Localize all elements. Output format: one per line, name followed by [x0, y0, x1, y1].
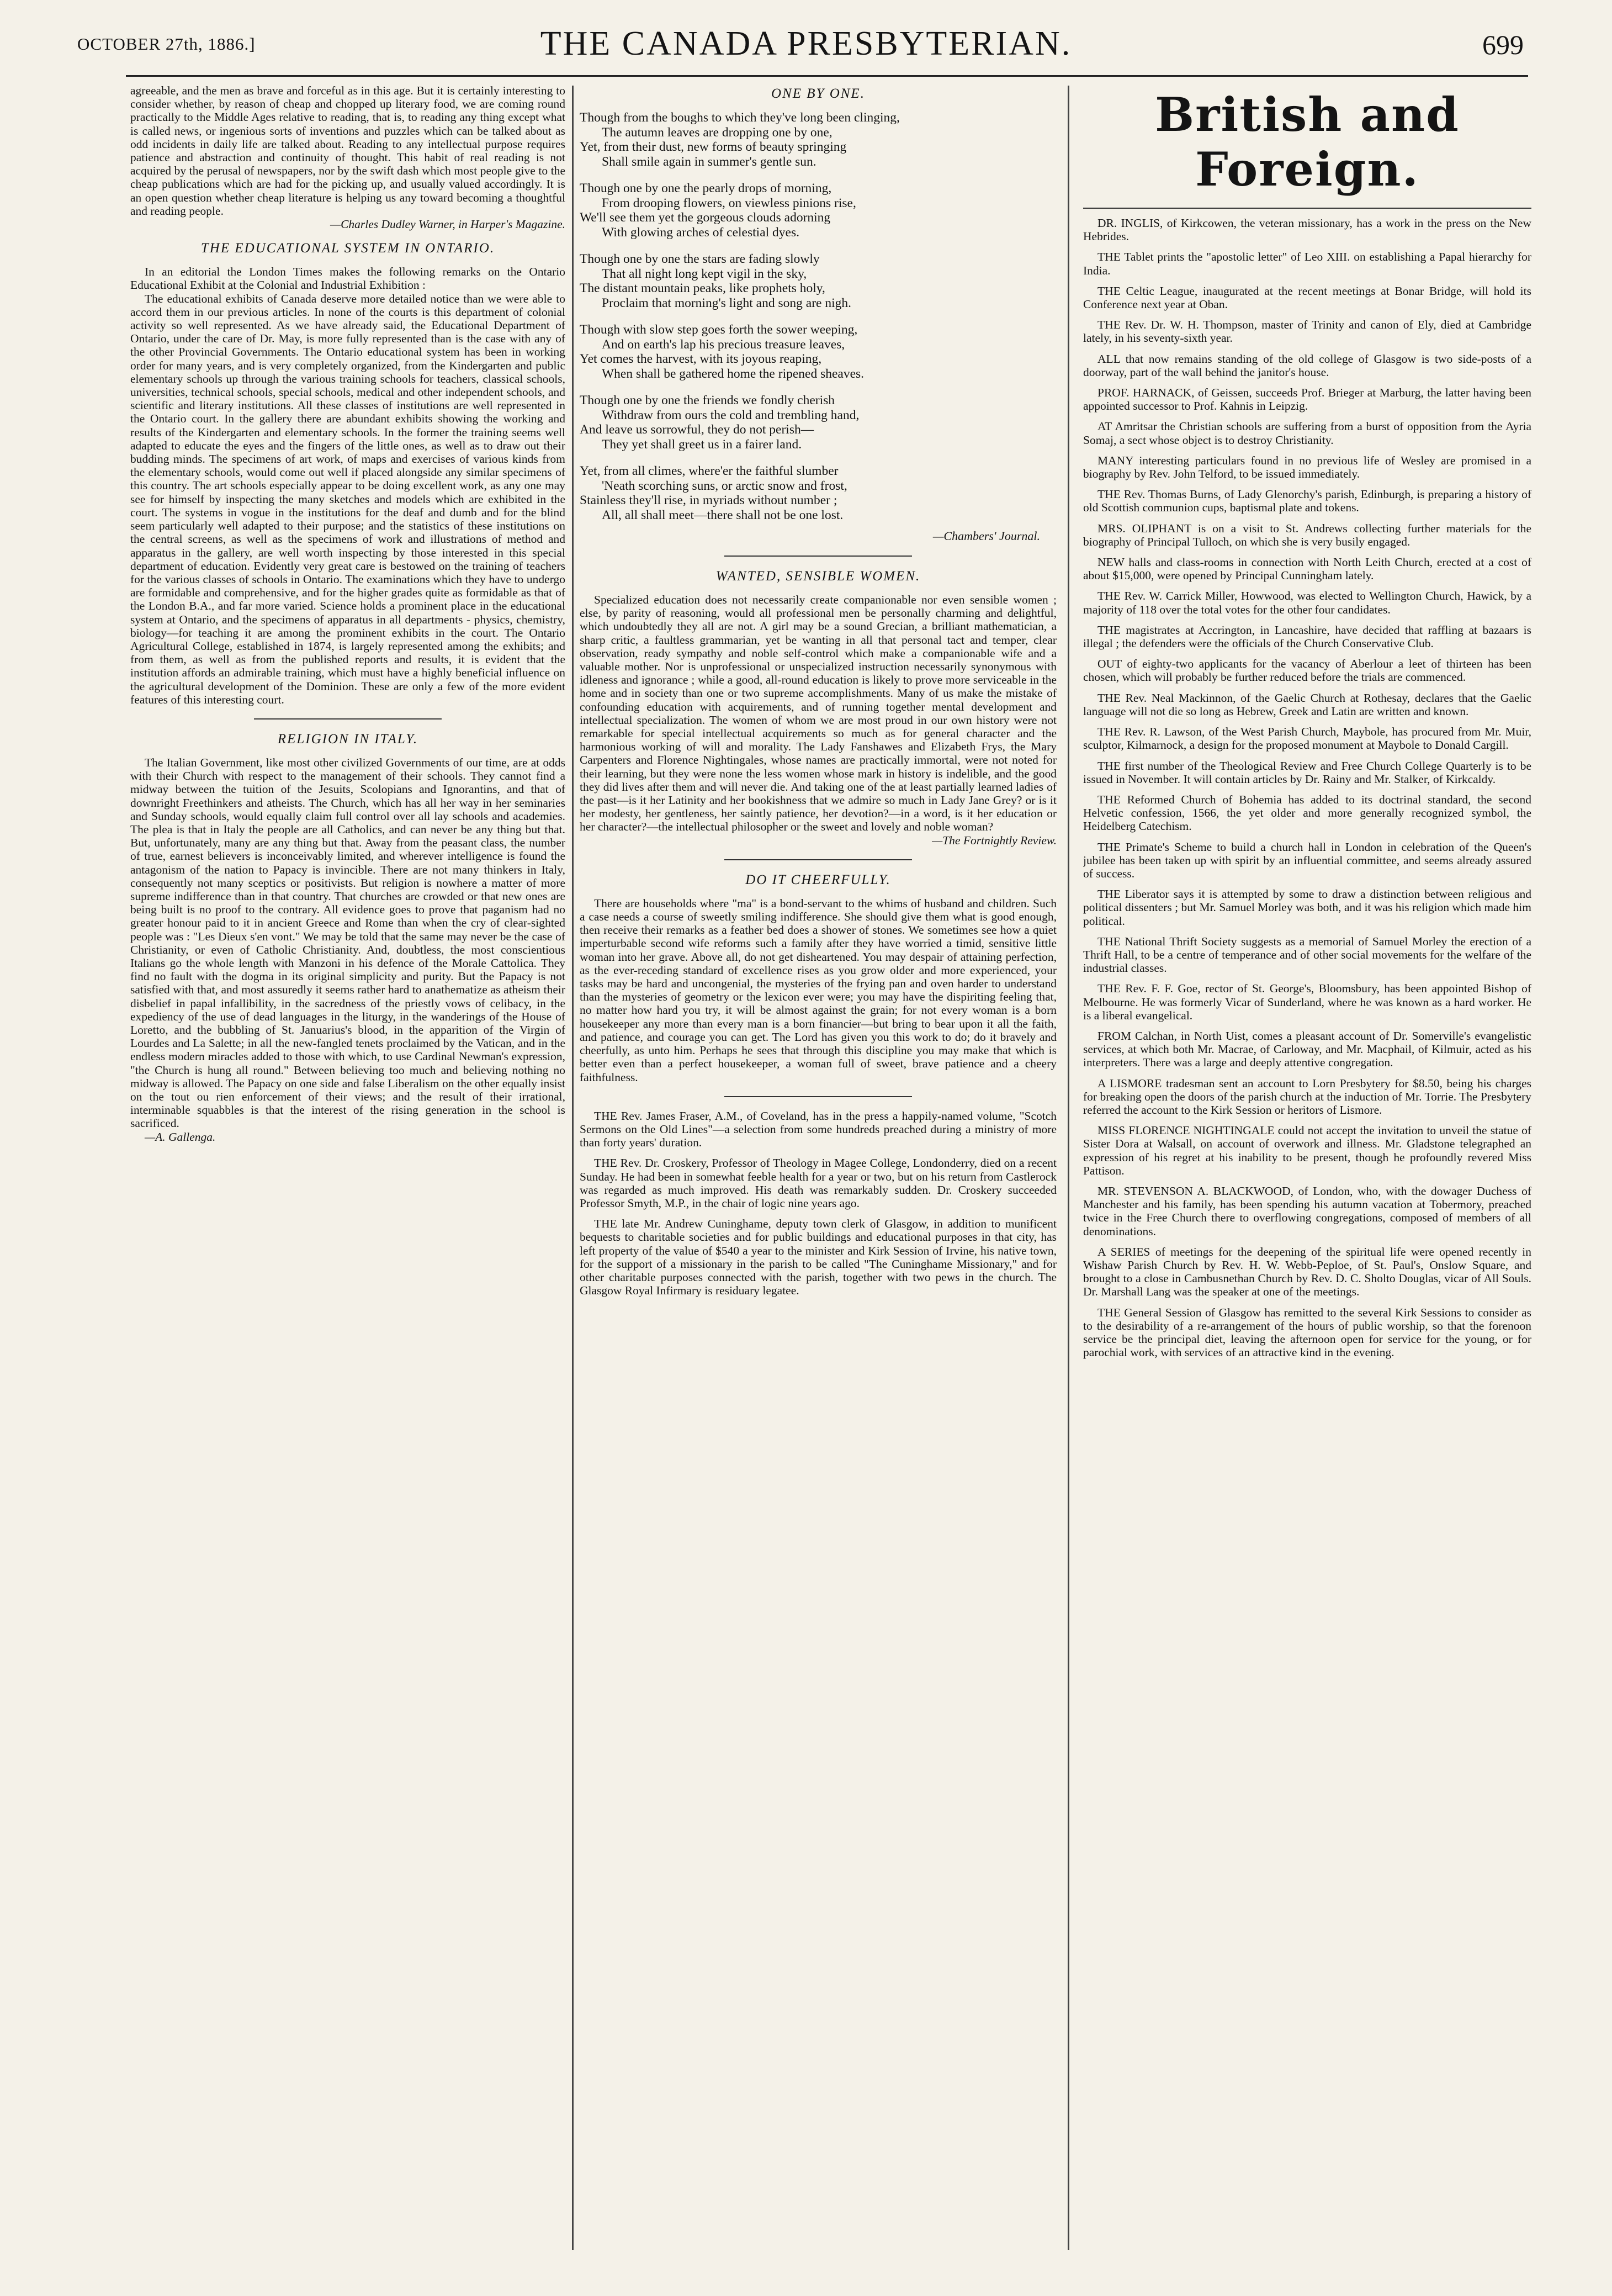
news-item: THE magistrates at Accrington, in Lancashire, have decided that raffling at bazaars is illegal ; the defenders were the officials of the Church Conservative Club. [1083, 623, 1531, 650]
poem-line: Though from the boughs to which they've long been clinging, [580, 110, 900, 125]
poem-source: —Chambers' Journal. [932, 529, 1040, 543]
poem-line: They yet shall greet us in a fairer land. [602, 437, 802, 452]
article-heading-sensible-women: WANTED, SENSIBLE WOMEN. [715, 569, 921, 584]
news-item: THE Rev. W. Carrick Miller, Howwood, was elected to Wellington Church, Hawick, by a majority of 118 over the total votes for the other four candidates. [1083, 589, 1531, 616]
poem-line: Withdraw from ours the cold and trembling hand, [602, 408, 860, 422]
news-item: THE first number of the Theological Review and Free Church College Quarterly is to be issued in November. It will contain articles by Dr. Rainy and Mr. Stalker, of Kirkcaldy. [1083, 759, 1531, 786]
column-right [1083, 84, 1531, 2265]
poem-line: That all night long kept vigil in the sky, [602, 266, 807, 281]
poem-stanza [580, 322, 1057, 381]
poem-line: Stainless they'll rise, in myriads without number ; [580, 493, 837, 507]
article-religion-in-italy [130, 756, 565, 1144]
news-item: THE Rev. F. F. Goe, rector of St. George's, Bloomsbury, has been appointed Bishop of Melbourne. He was formerly Vicar of Sunderland, where he was known as a hard worker. He is a liberal evangelical. [1083, 982, 1531, 1022]
news-item: THE Primate's Scheme to build a church hall in London in celebration of the Queen's jubilee has been taken up with spirit by an influential committee, and seems already assured of success. [1083, 840, 1531, 880]
poem-line: Yet, from all climes, where'er the faithful slumber [580, 464, 839, 478]
poem-stanza [580, 252, 1057, 310]
news-item: THE Rev. R. Lawson, of the West Parish Church, Maybole, has procured from Mr. Muir, sculptor, Kilmarnock, a design for the proposed monument at Maybole to Donald Cargill. [1083, 725, 1531, 752]
section-divider [724, 1096, 912, 1097]
article-signature: —A. Gallenga. [145, 1130, 216, 1144]
article-paragraph: The Italian Government, like most other civilized Governments of our time, are at odds with their Church with respect to the management of their schools. They cannot find a midway between the tuition of the Jesuits, Scolopians and Ignorantins, and that of downright Freethinkers and atheists. The Church, which has all her way in her seminaries and Sunday schools, would equally claim full control over all lay schools and academies. The plea is that in Italy the people are all Catholics, and can never be any thing but that. But, unfortunately, many are any thing but that. Away from the peasant class, the number of true, earnest believers is inconceivably limited, and wherever intelligence is found the antagonism of the nation to Papacy is invincible. There are not many thinkers in Italy, consequently not many sceptics or positivists. But religion is nowhere a matter of more supreme indifference than in that country. That churches are crowded or that new ones are being built is no proof to the contrary. All evidence goes to prove that paganism had no greater honour paid to it in ancient Greece and Rome than when the cry of clear-sighted people was : "Les Dieux s'en vont." We may be told that the same may never be the case of Christianity, or even of Catholic Christianity. And, doubtless, the most conscientious Italians go the whole length with Manzoni in his defence of the Morale Cattolica. They find no fault with the dogma in its original simplicity and purity. But the Papacy is not satisfied with that, and most assuredly it seems rather hard to anathematize as atheism their disbelief in papal infallibility, in the sacredness of the priestly vows of celibacy, in the expediency of the use of dead languages in the liturgy, in the wanderings of the House of Loretto, and the bubbling of St. Januarius's blood, in the apparition of the Virgin of Lourdes and La Salette; in all the new-fangled tenets proclaimed by the Vatican, and in the endless modern miracles added to those with which, to use Cardinal Newman's expression, "the Church is hung all round." Between believing too much and believing nothing no midway is allowed. The Papacy on one side and false Liberalism on the other equally insist on the tout ou rien enforcement of their views; and the result of their irrational, interminable squabbles is that the interest of the rising generation in the school is sacrificed. [130, 755, 565, 1130]
news-item: NEW halls and class-rooms in connection with North Leith Church, erected at a cost of about $15,000, were opened by Principal Cunningham lately. [1083, 556, 1531, 583]
poem-line: And leave us sorrowful, they do not perish— [580, 422, 814, 437]
news-item: THE National Thrift Society suggests as a memorial of Samuel Morley the erection of a Thrift Hall, to be a centre of temperance and of other social movements for the welfare of the industrial classes. [1083, 934, 1531, 975]
news-item: THE Rev. Neal Mackinnon, of the Gaelic Church at Rothesay, declares that the Gaelic language will not die so long as Hebrew, Greek and Latin are written and known. [1083, 691, 1531, 718]
poem-line: Proclaim that morning's light and song are nigh. [602, 295, 851, 310]
poem-line: Though with slow step goes forth the sower weeping, [580, 322, 858, 337]
news-item: MRS. OLIPHANT is on a visit to St. Andrews collecting further materials for the biography of Principal Tulloch, on which she is very busily engaged. [1083, 521, 1531, 548]
poem-stanza [580, 181, 1057, 240]
newspaper-title: THE CANADA PRESBYTERIAN. [540, 25, 1072, 62]
article-paragraph: In an editorial the London Times makes the following remarks on the Ontario Educational Exhibit at the Colonial and Industrial Exhibition : [130, 265, 565, 292]
news-notes [580, 1109, 1057, 1298]
poem-line: Yet, from their dust, new forms of beauty springing [580, 140, 847, 154]
poem-line: When shall be gathered home the ripened sheaves. [602, 366, 865, 381]
poem-one-by-one [580, 110, 1057, 522]
news-item: THE Rev. Dr. W. H. Thompson, master of Trinity and canon of Ely, died at Cambridge lately, in his seventy-sixth year. [1083, 318, 1531, 345]
poem-line: With glowing arches of celestial dyes. [602, 225, 799, 240]
poem-stanza [580, 393, 1057, 452]
news-item: THE Reformed Church of Bohemia has added to its doctrinal standard, the second Helvetic confession, 1566, the yet older and more generally recognized symbol, the Heidelberg Catechism. [1083, 792, 1531, 833]
article-heading-do-it-cheerfully: DO IT CHEERFULLY. [745, 872, 891, 887]
news-item: THE Celtic League, inaugurated at the recent meetings at Bonar Bridge, will hold its Conference next year at Oban. [1083, 284, 1531, 311]
article-paragraph: agreeable, and the men as brave and forceful as in this age. But it is certainly interesting to consider whether, by reason of cheap and chopped up literary food, we are coming round practically to the Middle Ages relative to reading, that is, to reading any thing except what is called news, or ingenious sorts of inventions and puzzles which can be talked about as odd incidents in daily life are talked about. Reading to any intellectual purpose requires patience and abstraction and continuity of thought. This habit of real reading is not acquired by the perusal of newspapers, nor by the swift dash which most people give to the cheap publications which are had for the picking up, and usually valued accordingly. It is an open question whether cheap literature is helping us any toward becoming a thoughtful and reading people. [130, 84, 565, 218]
news-item: PROF. HARNACK, of Geissen, succeeds Prof. Brieger at Marburg, the latter having been appointed successor to Prof. Kahnis in Leipzig. [1083, 386, 1531, 413]
news-item: OUT of eighty-two applicants for the vacancy of Aberlour a leet of thirteen has been chosen, which will probably be further reduced before the trials are commenced. [1083, 657, 1531, 684]
article-heading-religion-in-italy: RELIGION IN ITALY. [277, 731, 418, 747]
news-item: A SERIES of meetings for the deepening of the spiritual life were opened recently in Wishaw Parish Church by Rev. H. W. Webb-Peploe, of St. Paul's, Onslow Square, and brought to a close in Cambusnethan Church by Rev. D. C. Sholto Douglas, vicar of All Souls. Dr. Marshall Lang was the speaker at one of the meetings. [1083, 1245, 1531, 1299]
poem-line: All, all shall meet—there shall not be one lost. [602, 507, 844, 522]
news-item: MANY interesting particulars found in no previous life of Wesley are promised in a biography by Rev. John Telford, to be issued immediately. [1083, 453, 1531, 481]
section-title-british-and-foreign: British and Foreign. [1155, 87, 1460, 197]
poem-line: The distant mountain peaks, like prophets holy, [580, 281, 825, 295]
poem-stanza [580, 464, 1057, 522]
poem-line: Yet comes the harvest, with its joyous reaping, [580, 352, 822, 366]
article-paragraph: Specialized education does not necessarily create companionable nor even sensible women ; else, by parity of reasoning, would all professional men be personally charming and delightful, which undoubtedly they all are not. A girl may be a sound Grecian, a brilliant mathematician, a sharp critic, a faultless grammarian, yet be wanting in all that personal tact and temper, clear observation, ready sympathy and noble self-control which make a companionable wife and a valuable mother. Nor is unprofessional or unspecialized instruction necessarily synonymous with idleness and ignorance ; while a good, all-round education is likely to prove more serviceable in the home and in society than one or two supreme accomplishments. Many of us make the mistake of confounding education with acquirements, and of running together mental development and intellectual specialization. The women of whom we are most proud in our own history were not remarkable for special intellectual acquirements so much as for general character and the harmonious working of will and morality. The Lady Fanshawes and Elizabeth Frys, the Mary Carpenters and Florence Nightingales, whose names are practically immortal, were not noted for their learning, but they were none the less women whose mark in history is indelible, and the good they did lives after them and will never die. And taking one of the at least partially learned ladies of the past—is it her Latinity and her bookishness that we admire so much in Lady Jane Grey? or is it her modesty, her gentleness, her saintly patience, her devotion?—in a word, is it her education or her character?—the intellectual philosopher or the sweet and lovely and noble woman? [580, 593, 1057, 834]
news-item: MISS FLORENCE NIGHTINGALE could not accept the invitation to unveil the statue of Sister Dora at Walsall, on account of overwork and illness. Mr. Gladstone telegraphed an expression of his regret at his inability to be present, though he profoundly revered Miss Pattison. [1083, 1124, 1531, 1177]
news-item: THE Liberator says it is attempted by some to draw a distinction between religious and political dissenters ; but Mr. Samuel Morley was both, and it was his religion which made him political. [1083, 887, 1531, 928]
news-item: DR. INGLIS, of Kirkcowen, the veteran missionary, has a work in the press on the New Hebrides. [1083, 216, 1531, 244]
article-educational-system [130, 265, 565, 706]
news-item: MR. STEVENSON A. BLACKWOOD, of London, who, with the dowager Duchess of Manchester and his family, has been spending his autumn vacation at Tobermory, preached twice in the Free Church there to overflowing congregations, composed of members of all denominations. [1083, 1184, 1531, 1238]
poem-line: And on earth's lap his precious treasure leaves, [602, 337, 845, 352]
poem-stanza [580, 110, 1057, 169]
poem-line: The autumn leaves are dropping one by one, [602, 125, 832, 140]
news-item: THE General Session of Glasgow has remitted to the several Kirk Sessions to consider as to the desirability of a re-arrangement of the hours of public worship, so that the forenoon service be the principal diet, leaving the afternoon open for service for the young, or for parochial work, with services of an attractive kind in the evening. [1083, 1305, 1531, 1359]
poem-line: From drooping flowers, on viewless pinions rise, [602, 195, 856, 210]
poem-line: Though one by one the pearly drops of morning, [580, 181, 832, 195]
poem-line: Shall smile again in summer's gentle sun. [602, 154, 816, 169]
news-item: FROM Calchan, in North Uist, comes a pleasant account of Dr. Somerville's evangelistic services, at which both Mr. Macrae, of Carloway, and Mr. Macphail, of Kilmuir, acted as his interpreters. There was a large and deeply attentive congregation. [1083, 1029, 1531, 1070]
poem-line: Though one by one the friends we fondly cherish [580, 393, 835, 408]
news-item: AT Amritsar the Christian schools are suffering from a burst of opposition from the Ayria Somaj, a sect whose object is to destroy Christianity. [1083, 420, 1531, 447]
issue-date: OCTOBER 27th, 1886.] [77, 34, 256, 54]
column-divider-2 [1068, 86, 1069, 2250]
poem-heading-one-by-one: ONE BY ONE. [771, 86, 865, 101]
news-item: ALL that now remains standing of the old college of Glasgow is two side-posts of a doorway, part of the wall behind the janitor's house. [1083, 352, 1531, 379]
news-item: A LISMORE tradesman sent an account to Lorn Presbytery for $8.50, being his charges for breaking open the doors of the parish church at the induction of Mr. Torrie. The Presbytery referred the account to the Kirk Session or heritors of Lismore. [1083, 1076, 1531, 1117]
column-divider-1 [572, 86, 574, 2250]
poem-line: Though one by one the stars are fading slowly [580, 252, 820, 266]
page-number: 699 [1482, 29, 1524, 60]
article-paragraph: There are households where "ma" is a bond-servant to the whims of husband and children. Such a case needs a course of sweetly smiling indifference. She should give them what is good enough, then receive their remarks as a feather bed does a shower of stones. We sometimes see how a quiet imperturbable second wife reforms such a family after they have worried a timid, sensitive little woman into her grave. Above all, do not get disheartened. You may despair of attaining perfection, as the ever-receding standard of excellence rises as you grow older and more experienced, your tasks may be hard and uncongenial, the mysteries of the frying pan and oven harder to understand than the mysteries of geometry or the lexicon ever were; you may have the dispiriting feeling that, no matter how hard you try, it will be almost against the grain; for not every woman is a born housekeeper any more than every man is a born financier—but bring to bear upon it all the faith, and patience, and courage you can get. The Lord has given you this work to do; do it bravely and cheerfully, as unto him. Perhaps he sees that through this discipline you may make that which is better even than a perfect housekeeper, a woman full of sweet, brave patience and a cheery faithfulness. [580, 896, 1057, 1084]
news-note: THE Rev. James Fraser, A.M., of Coveland, has in the press a happily-named volume, "Scotch Sermons on the Old Lines"—a selection from some hundreds preached during a ministry of more than forty years' duration. [580, 1109, 1057, 1150]
column-left [130, 84, 565, 2265]
article-do-it-cheerfully [580, 897, 1057, 1084]
news-note: THE Rev. Dr. Croskery, Professor of Theology in Magee College, Londonderry, died on a recent Sunday. He had been in somewhat feeble health for a year or two, but on his return from Castlerock was regarded as much improved. His death was remarkably sudden. Dr. Croskery succeeded Professor Smyth, M.P., in the chair of logic nine years ago. [580, 1156, 1057, 1210]
article-signature: —Charles Dudley Warner, in Harper's Magazine. [330, 218, 565, 231]
section-title-rule [1083, 208, 1531, 209]
article-sensible-women [580, 593, 1057, 847]
poem-line: We'll see them yet the gorgeous clouds adorning [580, 210, 831, 225]
masthead-rule [126, 75, 1528, 77]
british-foreign-items [1083, 216, 1531, 1359]
article-reading-continuation [130, 84, 565, 231]
section-divider [724, 859, 912, 860]
news-item: THE Tablet prints the "apostolic letter" of Leo XIII. on establishing a Papal hierarchy for India. [1083, 250, 1531, 277]
article-heading-educational-system: THE EDUCATIONAL SYSTEM IN ONTARIO. [200, 241, 495, 256]
news-item: THE Rev. Thomas Burns, of Lady Glenorchy's parish, Edinburgh, is preparing a history of old Scottish communion cups, baptismal plate and tokens. [1083, 488, 1531, 515]
article-paragraph: The educational exhibits of Canada deserve more detailed notice than we were able to accord them in our previous articles. In none of the courts is this department of colonial activity so well represented. As we have already said, the Educational Department of Ontario, under the care of Dr. May, is more fully represented than is the case with any of the other Provincial Governments. The Ontario educational system has been in working order for many years, and is very completely organized, from the Kindergarten and public elementary schools up through the various training schools for teachers, classical schools, universities, technical schools, special schools, medical and other independent schools, and scientific and literary institutions. All these classes of institutions are well represented in the Ontario court. In the gallery there are abundant exhibits showing the working and results of the Kindergarten and elementary schools. In the former the training seems well adapted to educate the eyes and the fingers of the little ones, as well as to draw out their budding minds. The specimens of art work, of maps and exercises of various kinds from the elementary schools, would come out well if placed alongside any similar specimens of this country. The art schools especially appear to be doing excellent work, as any one may see for himself by inspecting the many sketches and models which are exhibited in the court. The systems in vogue in the institutions for the deaf and dumb and for the blind seem particularly well adapted to their purpose; and the statistics of these institutions on the central screens, as well as the specimens of work and illustrations of method and apparatus in the gallery, are well worth inspecting by those interested in this special department of education. Evidently very great care is bestowed on the training of teachers for the various classes of schools in Ontario. The examinations which they have to undergo are formidable and comprehensive, and for the higher grades quite as formidable as that of the London B.A., and far more varied. Science holds a prominent place in the educational system at Ontario, and the specimens of apparatus in all departments - physics, chemistry, biology—for teaching it are among the prominent exhibits in the court. The Ontario Agricultural College, established in 1874, is largely represented among the exhibits; and from them, as well as from the published reports and results, it is evident that the institution affords an admirable training, which must have a highly beneficial influence on the agricultural development of the Dominion. These are only a few of the more evident features of this interesting court. [130, 292, 565, 706]
section-divider [724, 556, 912, 557]
section-divider [254, 718, 442, 720]
article-signature: —The Fortnightly Review. [932, 833, 1057, 847]
column-middle [580, 84, 1057, 2265]
poem-line: 'Neath scorching suns, or arctic snow and frost, [602, 478, 847, 493]
news-note: THE late Mr. Andrew Cuninghame, deputy town clerk of Glasgow, in addition to munificent bequests to charitable societies and for public buildings and educational purposes in that city, has left property of the value of $540 a year to the minister and Kirk Session of Irvine, his native town, for the support of a missionary in the parish to be called "The Cuninghame Missionary," and for other charitable purposes connected with the parish, together with two pews in the church. The Glasgow Royal Infirmary is residuary legatee. [580, 1217, 1057, 1298]
